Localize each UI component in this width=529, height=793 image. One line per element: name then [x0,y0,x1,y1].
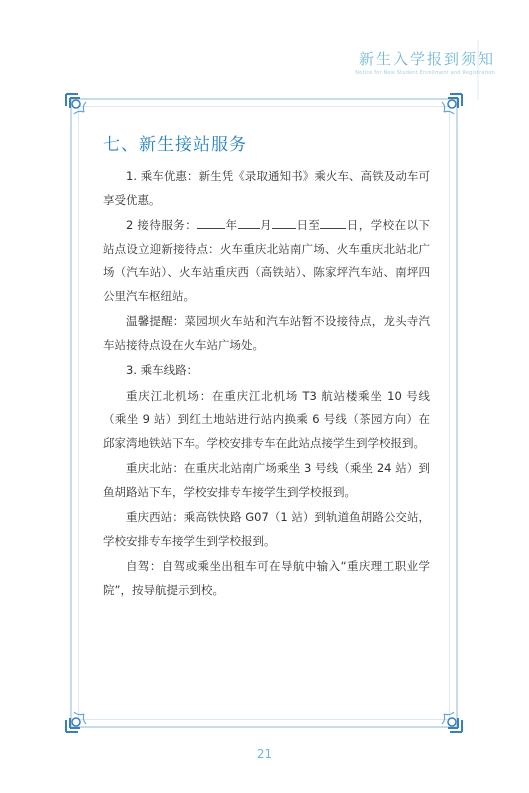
header-subtitle: Notice for New Student Enrollment and Registration [355,70,495,76]
label-month: 月 [259,218,272,232]
corner-ornament-icon [64,92,98,126]
header-title: 新生入学报到须知 [358,50,495,68]
blank-year [197,215,225,229]
paragraph-reception-service [103,214,430,308]
page-number: 21 [256,747,273,761]
label-year: 年 [225,218,238,232]
paragraph-ride-discount: 1. 乘车优惠：新生凭《录取通知书》乘火车、高铁及动车可享受优惠。 [103,169,430,207]
corner-ornament-icon [430,700,464,734]
paragraph-route-north-station: 重庆北站：在重庆北站南广场乘坐 3 号线（乘坐 24 站）到鱼胡路站下车，学校安排专车接学生到学校报到。 [103,461,430,499]
blank-month [238,215,260,229]
corner-ornament-icon [64,700,98,734]
paragraph-route-airport: 重庆江北机场：在重庆江北机场 T3 航站楼乘坐 10 号线（乘坐 9 站）到红土地站进行站内换乘 6 号线（茶园方向）在邱家湾地铁站下车。学校安排专车在此站点接学生到学校报到。 [103,388,430,450]
corner-ornament-icon [430,92,464,126]
paragraph-route-self-drive: 自驾：自驾或乘坐出租车可在导航中输入“重庆理工职业学院”，按导航提示到校。 [103,559,430,597]
label-day-from: 日至 [296,218,321,232]
blank-day-to [320,215,346,229]
blank-day-from [272,215,296,229]
paragraph-routes-heading: 3. 乘车线路： [126,363,199,377]
section-title: 七、新生接站服务 [103,135,247,155]
body-text [103,165,430,604]
reception-lead: 2 接待服务： [126,218,198,232]
paragraph-route-west-station: 重庆西站：乘高铁快路 G07（1 站）到轨道鱼胡路公交站，学校安排专车接学生到学校报到。 [103,510,430,548]
reception-details: 日，学校在以下站点设立迎新接待点：火车重庆北站南广场、火车重庆北站北广场（汽车站）、火车站重庆西（高铁站）、陈家坪汽车站、南坪四公里汽车枢纽站。 [103,218,431,303]
paragraph-reminder: 温馨提醒：菜园坝火车站和汽车站暂不设接待点，龙头寺汽车站接待点设在火车站广场处。 [103,314,430,352]
